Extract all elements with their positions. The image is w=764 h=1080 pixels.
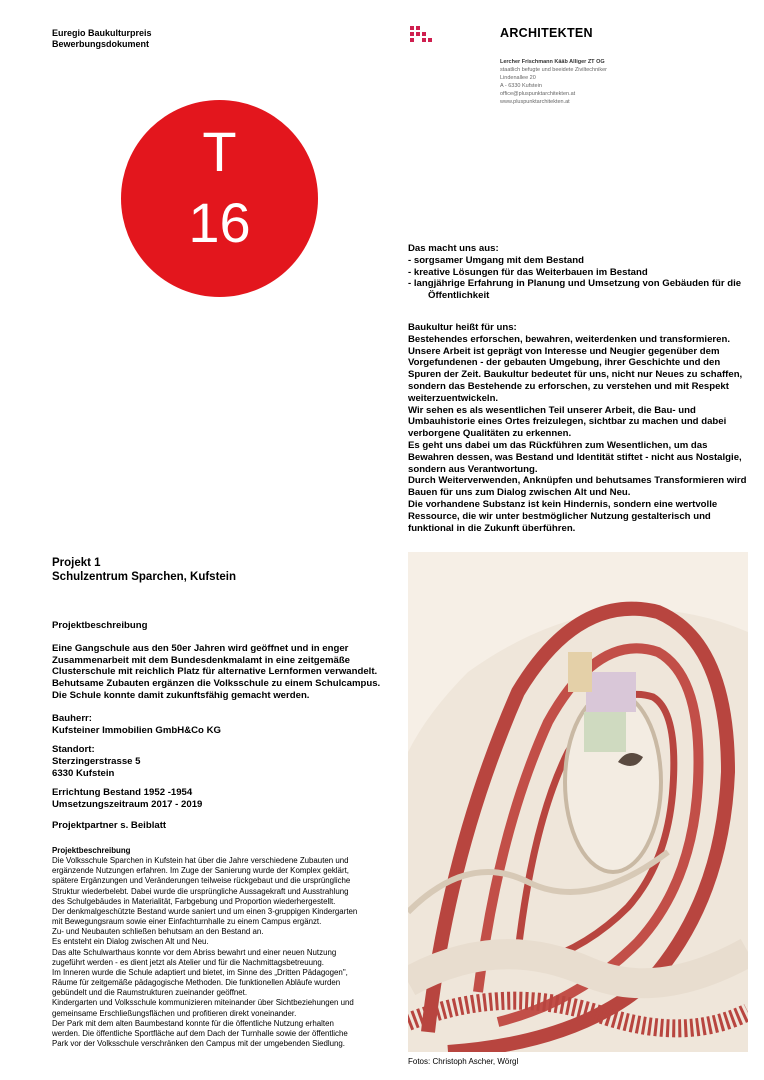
long-desc-line: Der Park mit dem alten Baumbestand konnte für die öffentliche Nutzung erhalten — [52, 1018, 334, 1028]
project-number: Projekt 1 — [52, 557, 101, 569]
location-street: Sterzingerstrasse 5 — [52, 755, 141, 767]
firm-street: Lindenallee 20 — [500, 75, 536, 81]
firm-details — [500, 58, 607, 106]
implementation-period: Umsetzungszeitraum 2017 - 2019 — [52, 798, 203, 810]
long-desc-line: zugeführt werden - es dient jetzt als Atelier und für die Nachmittagsbetreuung. — [52, 957, 324, 967]
baukultur-line: sondern das Bestehende zu erforschen, zu verstehen und mit Respekt — [408, 380, 729, 392]
project-client — [52, 713, 221, 737]
long-desc-line: ergänzende Nutzungen erfahren. Im Zuge der Sanierung wurde der Komplex geklärt, — [52, 866, 349, 876]
long-desc-line: gebündelt und die Raumstrukturen zueinander geöffnet. — [52, 988, 248, 998]
long-desc-line: des Schulgebäudes in Materialität, Farbgebung und Proportion wiederhergestellt. — [52, 896, 336, 906]
baukultur-line: Wir sehen es als wesentlichen Teil unserer Arbeit, die Bau- und — [408, 404, 696, 416]
long-desc-line: spätere Ergänzungen und Veränderungen teilweise rückgebaut und die ursprüngliche — [52, 876, 351, 886]
project-location — [52, 744, 141, 779]
baukultur-line: Durch Weiterverwenden, Anknüpfen und behutsames Transformieren wird — [408, 475, 747, 487]
baukultur-line: Ressource, die wir unter bestmöglicher Nutzung gestalterisch und — [408, 510, 711, 522]
entry-badge — [121, 100, 318, 297]
badge-letter: T — [202, 120, 237, 183]
baukultur-line: Es geht uns dabei um das Rückführen zum Wesentlichen, um das — [408, 439, 708, 451]
baukultur-line: weiterzuentwickeln. — [408, 392, 499, 404]
firm-legal-name: Lercher Frischmann Kääb Alliger ZT OG — [500, 59, 605, 65]
location-city: 6330 Kufstein — [52, 767, 115, 779]
project-title-block — [52, 556, 236, 584]
built-date: Errichtung Bestand 1952 -1954 — [52, 787, 193, 798]
baukultur-section — [408, 322, 747, 534]
long-desc-line: Die Volksschule Sparchen in Kufstein hat über die Jahre verschiedene Zubauten und — [52, 856, 349, 866]
baukultur-line: Bewahren dessen, was Bestand und Identität stiftet - nicht aus Nostalgie, — [408, 451, 742, 463]
long-desc-line: Im Inneren wurde die Schule adaptiert und bietet, im Sinne des „Dritten Pädagogen", — [52, 967, 348, 977]
baukultur-line: Die vorhandene Substanz ist kein Hindernis, sondern eine wertvolle — [408, 498, 718, 510]
photo-credit: Fotos: Christoph Ascher, Wörgl — [408, 1057, 519, 1066]
long-desc-line: Struktur wiederbelebt. Dabei wurde die ursprüngliche Aussagekraft und Ausstrahlung — [52, 886, 349, 896]
firm-name: ARCHITEKTEN — [500, 26, 593, 40]
client-name: Kufsteiner Immobilien GmbH&Co KG — [52, 724, 221, 736]
baukultur-heading: Baukultur heißt für uns: — [408, 322, 517, 333]
baukultur-line: Unsere Arbeit ist geprägt von Interesse und Neugier gegenüber dem — [408, 345, 720, 357]
long-desc-line: Räume für zeitgemäße pädagogische Methoden. Die funktionellen Abläufe wurden — [52, 978, 341, 988]
baukultur-line: Umbauhistorie eines Ortes freizulegen, sichtbar zu machen und dabei — [408, 416, 727, 428]
project-title: Schulzentrum Sparchen, Kufstein — [52, 571, 237, 583]
about-item: - langjährige Erfahrung in Planung und Umsetzung von Gebäuden für die — [408, 278, 742, 290]
location-label: Standort: — [52, 744, 95, 755]
project-desc-heading: Projektbeschreibung — [52, 620, 148, 631]
project-desc-line: Die Schule konnte damit zukunftsfähig gemacht werden. — [52, 689, 310, 701]
award-name: Euregio Baukulturpreis — [52, 28, 152, 38]
firm-city: A - 6330 Kufstein — [500, 83, 542, 89]
client-label: Bauherr: — [52, 713, 92, 724]
document-type: Bewerbungsdokument — [52, 39, 150, 49]
dot-grid-logo-icon — [410, 26, 434, 42]
project-long-description — [52, 846, 357, 1049]
about-item: - kreative Lösungen für das Weiterbauen im Bestand — [408, 266, 648, 278]
firm-website: www.pluspunktarchitekten.at — [500, 99, 570, 105]
staircase-illustration — [408, 552, 748, 1052]
long-desc-line: Der denkmalgeschützte Bestand wurde saniert und um einen 3-gruppigen Kindergarten — [52, 906, 358, 916]
badge-number: 16 — [188, 191, 251, 254]
long-desc-line: Das alte Schulwarthaus konnte vor dem Abriss bewahrt und einer neuen Nutzung — [52, 947, 337, 957]
long-desc-line: Es entsteht ein Dialog zwischen Alt und Neu. — [52, 937, 209, 947]
project-summary — [52, 620, 380, 702]
long-desc-line: werden. Die öffentliche Sportfläche auf dem Dach der Turnhalle sowie der öffentliche — [52, 1028, 348, 1038]
document-header — [52, 28, 152, 50]
project-desc-line: Zusammenarbeit mit dem Bundesdenkmalamt in eine zeitgemäße — [52, 654, 351, 666]
long-desc-line: Zu- und Neubauten schließen behutsam an den Bestand an. — [52, 927, 264, 937]
baukultur-line: Bestehendes erforschen, bewahren, weiterdenken und transformieren. — [408, 333, 731, 345]
project-desc-line: Eine Gangschule aus den 50er Jahren wird geöffnet und in enger — [52, 642, 349, 654]
baukultur-line: Spuren der Zeit. Baukultur bedeutet für uns, nicht nur Neues zu schaffen, — [408, 369, 743, 381]
long-desc-line: mit Bewegungsraum sowie einer Einfachturnhalle zu einem Campus ergänzt. — [52, 917, 322, 927]
baukultur-line: funktional in die Zukunft überführen. — [408, 522, 576, 534]
long-desc-line: gemeinsame Erschließungsflächen und profitieren direkt voneinander. — [52, 1008, 297, 1018]
project-dates — [52, 787, 202, 811]
baukultur-line: Bauen für uns zum Dialog zwischen Alt und Neu. — [408, 487, 631, 499]
long-desc-line: Park vor der Volksschule verschränken den Campus mit der umgebenden Siedlung. — [52, 1038, 345, 1048]
firm-description: staatlich befugte und beeidete Ziviltechniker — [500, 67, 608, 73]
about-heading: Das macht uns aus: — [408, 243, 499, 254]
about-item: - sorgsamer Umgang mit dem Bestand — [408, 254, 584, 266]
baukultur-line: Vorgefundenen - der gebauten Umgebung, ihrer Geschichte und den — [408, 357, 721, 369]
about-section — [408, 243, 741, 302]
staircase-photo — [408, 552, 748, 1052]
long-desc-line: Kindergarten und Volksschule kommunizieren miteinander über Sichtbeziehungen und — [52, 998, 354, 1008]
project-partners: Projektpartner s. Beiblatt — [52, 820, 167, 831]
firm-email: office@pluspunktarchitekten.at — [500, 91, 576, 97]
project-desc-line: Clusterschule mit reichlich Platz für alternative Lernformen verwandelt. — [52, 666, 378, 678]
baukultur-line: sondern aus Verantwortung. — [408, 463, 538, 475]
project-desc-line: Behutsame Zubauten ergänzen die Volksschule zu einem Schulcampus. — [52, 678, 381, 690]
about-item-continuation: Öffentlichkeit — [428, 290, 490, 302]
baukultur-line: verborgene Qualitäten zu erkennen. — [408, 428, 572, 440]
long-desc-heading: Projektbeschreibung — [52, 846, 131, 855]
